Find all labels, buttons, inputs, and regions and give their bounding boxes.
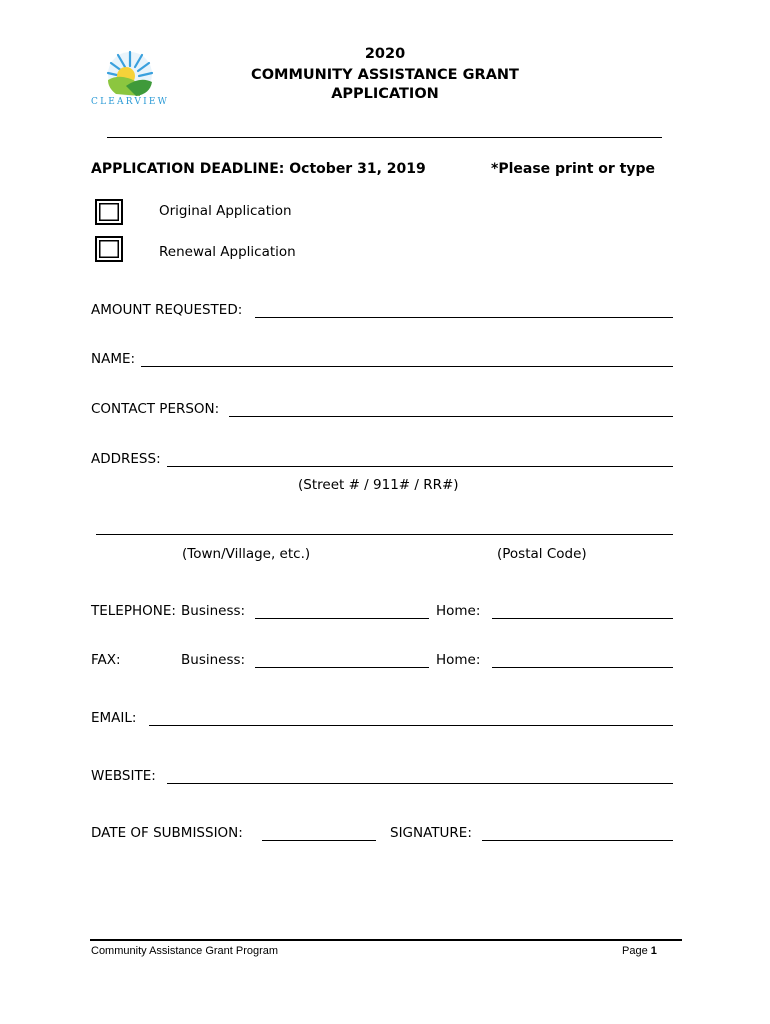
amount-requested-label: AMOUNT REQUESTED:	[91, 302, 243, 318]
town-hint: (Town/Village, etc.)	[182, 546, 311, 562]
date-of-submission-field[interactable]	[262, 839, 376, 841]
fax-label: FAX:	[91, 652, 121, 668]
email-field[interactable]	[149, 724, 673, 726]
amount-requested-field[interactable]	[255, 316, 673, 318]
telephone-business-field[interactable]	[255, 617, 429, 619]
footer-program: Community Assistance Grant Program	[91, 945, 279, 957]
fax-business-label: Business:	[181, 652, 246, 668]
footer-page	[622, 945, 657, 957]
signature-label: SIGNATURE:	[390, 825, 472, 841]
title-year: 2020	[364, 46, 406, 62]
page-number: 1	[650, 945, 657, 957]
renewal-application-checkbox[interactable]	[95, 236, 123, 262]
fax-home-field[interactable]	[492, 666, 673, 668]
print-note: *Please print or type	[491, 161, 656, 177]
address-hint: (Street # / 911# / RR#)	[298, 477, 459, 493]
title-sub: APPLICATION	[331, 86, 439, 102]
name-field[interactable]	[141, 365, 673, 367]
telephone-home-label: Home:	[436, 603, 481, 619]
website-label: WEBSITE:	[91, 768, 156, 784]
original-application-label: Original Application	[159, 203, 292, 219]
telephone-label: TELEPHONE:	[91, 603, 176, 619]
application-deadline: APPLICATION DEADLINE: October 31, 2019	[91, 161, 426, 177]
contact-person-field[interactable]	[229, 415, 673, 417]
town-postal-field[interactable]	[96, 533, 673, 535]
telephone-business-label: Business:	[181, 603, 246, 619]
contact-person-label: CONTACT PERSON:	[91, 401, 220, 417]
postal-code-hint: (Postal Code)	[497, 546, 587, 562]
logo-wordmark: CLEARVIEW	[91, 97, 170, 107]
fax-home-label: Home:	[436, 652, 481, 668]
signature-field[interactable]	[482, 839, 673, 841]
title-main: COMMUNITY ASSISTANCE GRANT	[251, 67, 519, 83]
address-field[interactable]	[167, 465, 673, 467]
header-divider	[107, 137, 662, 138]
fax-business-field[interactable]	[255, 666, 429, 668]
website-field[interactable]	[167, 782, 673, 784]
telephone-home-field[interactable]	[492, 617, 673, 619]
footer-divider	[90, 939, 682, 941]
name-label: NAME:	[91, 351, 136, 367]
date-of-submission-label: DATE OF SUBMISSION:	[91, 825, 243, 841]
renewal-application-label: Renewal Application	[159, 244, 296, 260]
original-application-checkbox[interactable]	[95, 199, 123, 225]
email-label: EMAIL:	[91, 710, 137, 726]
page-label: Page	[622, 945, 648, 957]
address-label: ADDRESS:	[91, 451, 161, 467]
